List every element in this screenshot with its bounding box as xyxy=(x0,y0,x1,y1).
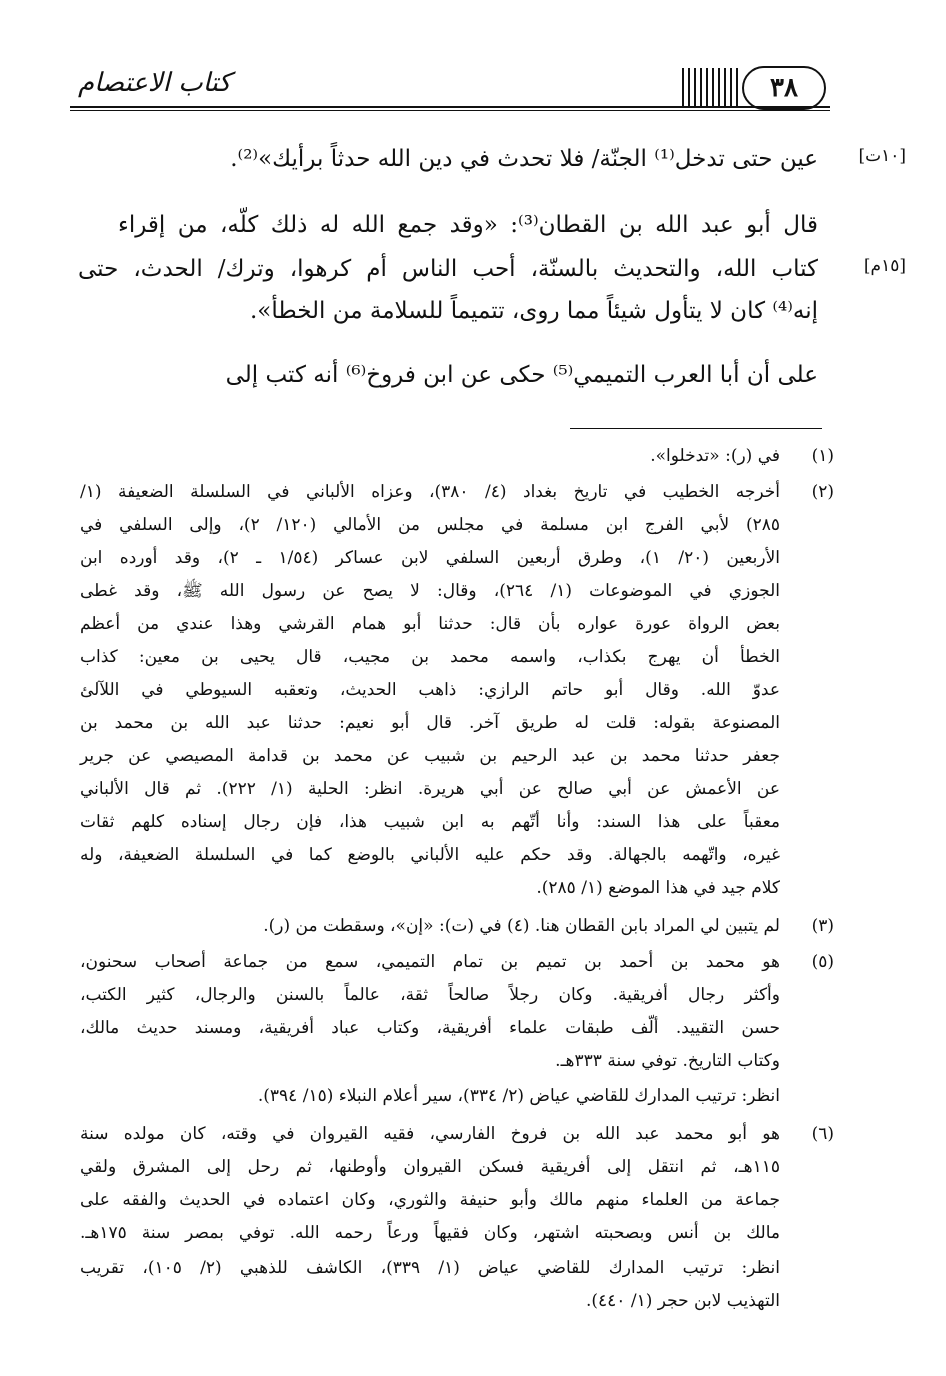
footnote-line: في (ر): «تدخلوا». xyxy=(650,446,780,466)
main-line: عين حتى تدخل⁽¹⁾ الجنّة/ فلا تحدث في دين الله حدثاً برأيك»⁽²⁾. xyxy=(230,146,818,172)
footnote-line: هو محمد بن أحمد بن تميم بن تمام التميمي، سمع من جماعة أصحاب سحنون، xyxy=(80,952,780,972)
footnote-line: حسن التقييد. ألّف طبقات علماء أفريقية، وكتاب عباد أفريقية، ومسند حديث مالك، xyxy=(80,1018,780,1038)
footnote-line: ١١٥هـ، ثم انتقل إلى أفريقية فسكن القيروان وأوطنها، ثم رحل إلى المشرق ولقي xyxy=(80,1157,780,1177)
footnote-number: (١) xyxy=(811,446,834,466)
page-number: ٣٨ xyxy=(770,73,798,103)
main-line: إنه⁽⁴⁾ كان لا يتأول شيئاً مما روى، تتميماً للسلامة من الخطأ». xyxy=(249,298,818,324)
footnote-line: وأكثر رجال أفريقية. وكان رجلاً صالحاً ثقة، عالماً بالسنن والرجال، كثير الكتب، xyxy=(80,985,780,1005)
decorative-bars xyxy=(682,68,738,106)
footnote-line: انظر: ترتيب المدارك للقاضي عياض (٢/ ٣٣٤)، سير أعلام النبلاء (١٥/ ٣٩٤). xyxy=(257,1086,780,1106)
footnote-line: عدوّ الله. وقال أبو حاتم الرازي: ذاهب الحديث، وتعقبه السيوطي في اللآلئ xyxy=(80,680,780,700)
footnote-number: (٥) xyxy=(811,952,834,972)
header-rule xyxy=(70,106,830,108)
footnote-line: كلام جيد في هذا الموضع (١/ ٢٨٥). xyxy=(536,878,780,898)
footnote-line: جعفر حدثنا محمد بن عبد الرحيم بن شبيب عن محمد بن قدامة المصيصي عن جرير xyxy=(80,746,780,766)
margin-note-15m: [١٥م] xyxy=(863,256,906,276)
footnote-line: بعض الرواة عورة عواره بأن قال: حدثنا أبو همام القرشي وهذا عندي من أعظم xyxy=(80,614,780,634)
footnote-line: معقباً على هذا السند: وأنا أتّهم به ابن شبيب هذا، فإن رجال إسناده كلهم ثقات xyxy=(80,812,780,832)
main-line: كتاب الله، والتحديث بالسنّة، أحب الناس أم كرهوا، وترك/ الحدث، حتى xyxy=(78,256,818,282)
margin-note-10t: [١٠ت] xyxy=(858,146,906,166)
footnote-separator xyxy=(570,428,822,429)
page-number-badge xyxy=(742,66,826,110)
footnote-line: غيره، واتّهمه بالجهالة. وقد حكم عليه الألباني بالوضع كما في السلسلة الضعيفة، وله xyxy=(80,845,780,865)
main-line: على أن أبا العرب التميمي⁽⁵⁾ حكى عن ابن فروخ⁽⁶⁾ أنه كتب إلى xyxy=(225,362,818,388)
page-header xyxy=(70,62,830,112)
footnote-number: (٦) xyxy=(811,1124,834,1144)
footnote-line: الأربعين (٢٠/ ١)، وطرق أربعين السلفي لابن عساكر (١/٥٤ ـ ٢)، وقد أورده ابن xyxy=(80,548,781,568)
footnote-line: انظر: ترتيب المدارك للقاضي عياض (١/ ٣٣٩)، الكاشف للذهبي (٢/ ١٠٥)، تقريب xyxy=(80,1258,780,1278)
footnote-line: أخرجه الخطيب في تاريخ بغداد (٤/ ٣٨٠)، وعزاه الألباني في السلسلة الضعيفة (١/ xyxy=(80,482,780,502)
running-title: كتاب الاعتصام xyxy=(78,68,231,98)
footnote-line: الخطأ أن يهرج بكذاب، واسمه محمد بن مجيب، قال يحيى بن معين: كذاب xyxy=(80,647,780,667)
footnote-line: لم يتبين لي المراد بابن القطان هنا. (٤) في (ت): «إن»، وسقطت من (ر). xyxy=(263,916,780,936)
main-line: قال أبو عبد الله بن القطان⁽³⁾: «وقد جمع الله له ذلك كلّه، من إقراء xyxy=(118,212,818,238)
footnote-line: جماعة من العلماء منهم مالك وأبو حنيفة والثوري، وكان اعتماده في الحديث والفقه على xyxy=(80,1190,780,1210)
footnote-line: مالك بن أنس وبصحبته اشتهر، وكان فقيهاً ورعاً رحمه الله. توفي بمصر سنة ١٧٥هـ. xyxy=(80,1223,780,1243)
footnote-line: الجوزي في الموضوعات (١/ ٢٦٤)، وقال: لا يصح عن رسول الله ﷺ، وقد غطى xyxy=(80,581,780,601)
header-rule-thin xyxy=(70,110,830,111)
footnote-number: (٢) xyxy=(811,482,834,502)
footnote-line: عن الأعمش عن أبي صالح عن أبي هريرة. انظر: الحلية (١/ ٢٢٢). ثم قال الألباني xyxy=(80,779,780,799)
footnote-line: المصنوعة بقوله: قلت له طريق آخر. قال أبو نعيم: حدثنا عبد الله بن محمد بن xyxy=(80,713,780,733)
footnote-line: هو أبو محمد عبد الله بن فروخ الفارسي، فقيه القيروان في وقته، كان مولده سنة xyxy=(80,1124,780,1144)
footnote-number: (٣) xyxy=(811,916,834,936)
footnote-line: التهذيب لابن حجر (١/ ٤٤٠). xyxy=(585,1291,780,1311)
footnote-line: وكتاب التاريخ. توفي سنة ٣٣٣هـ. xyxy=(555,1051,780,1071)
footnote-line: ٢٨٥) لأبي الفرج ابن مسلمة في مجلس من الأمالي (١٢٠/ ٢)، وإلى السلفي في xyxy=(80,515,780,535)
